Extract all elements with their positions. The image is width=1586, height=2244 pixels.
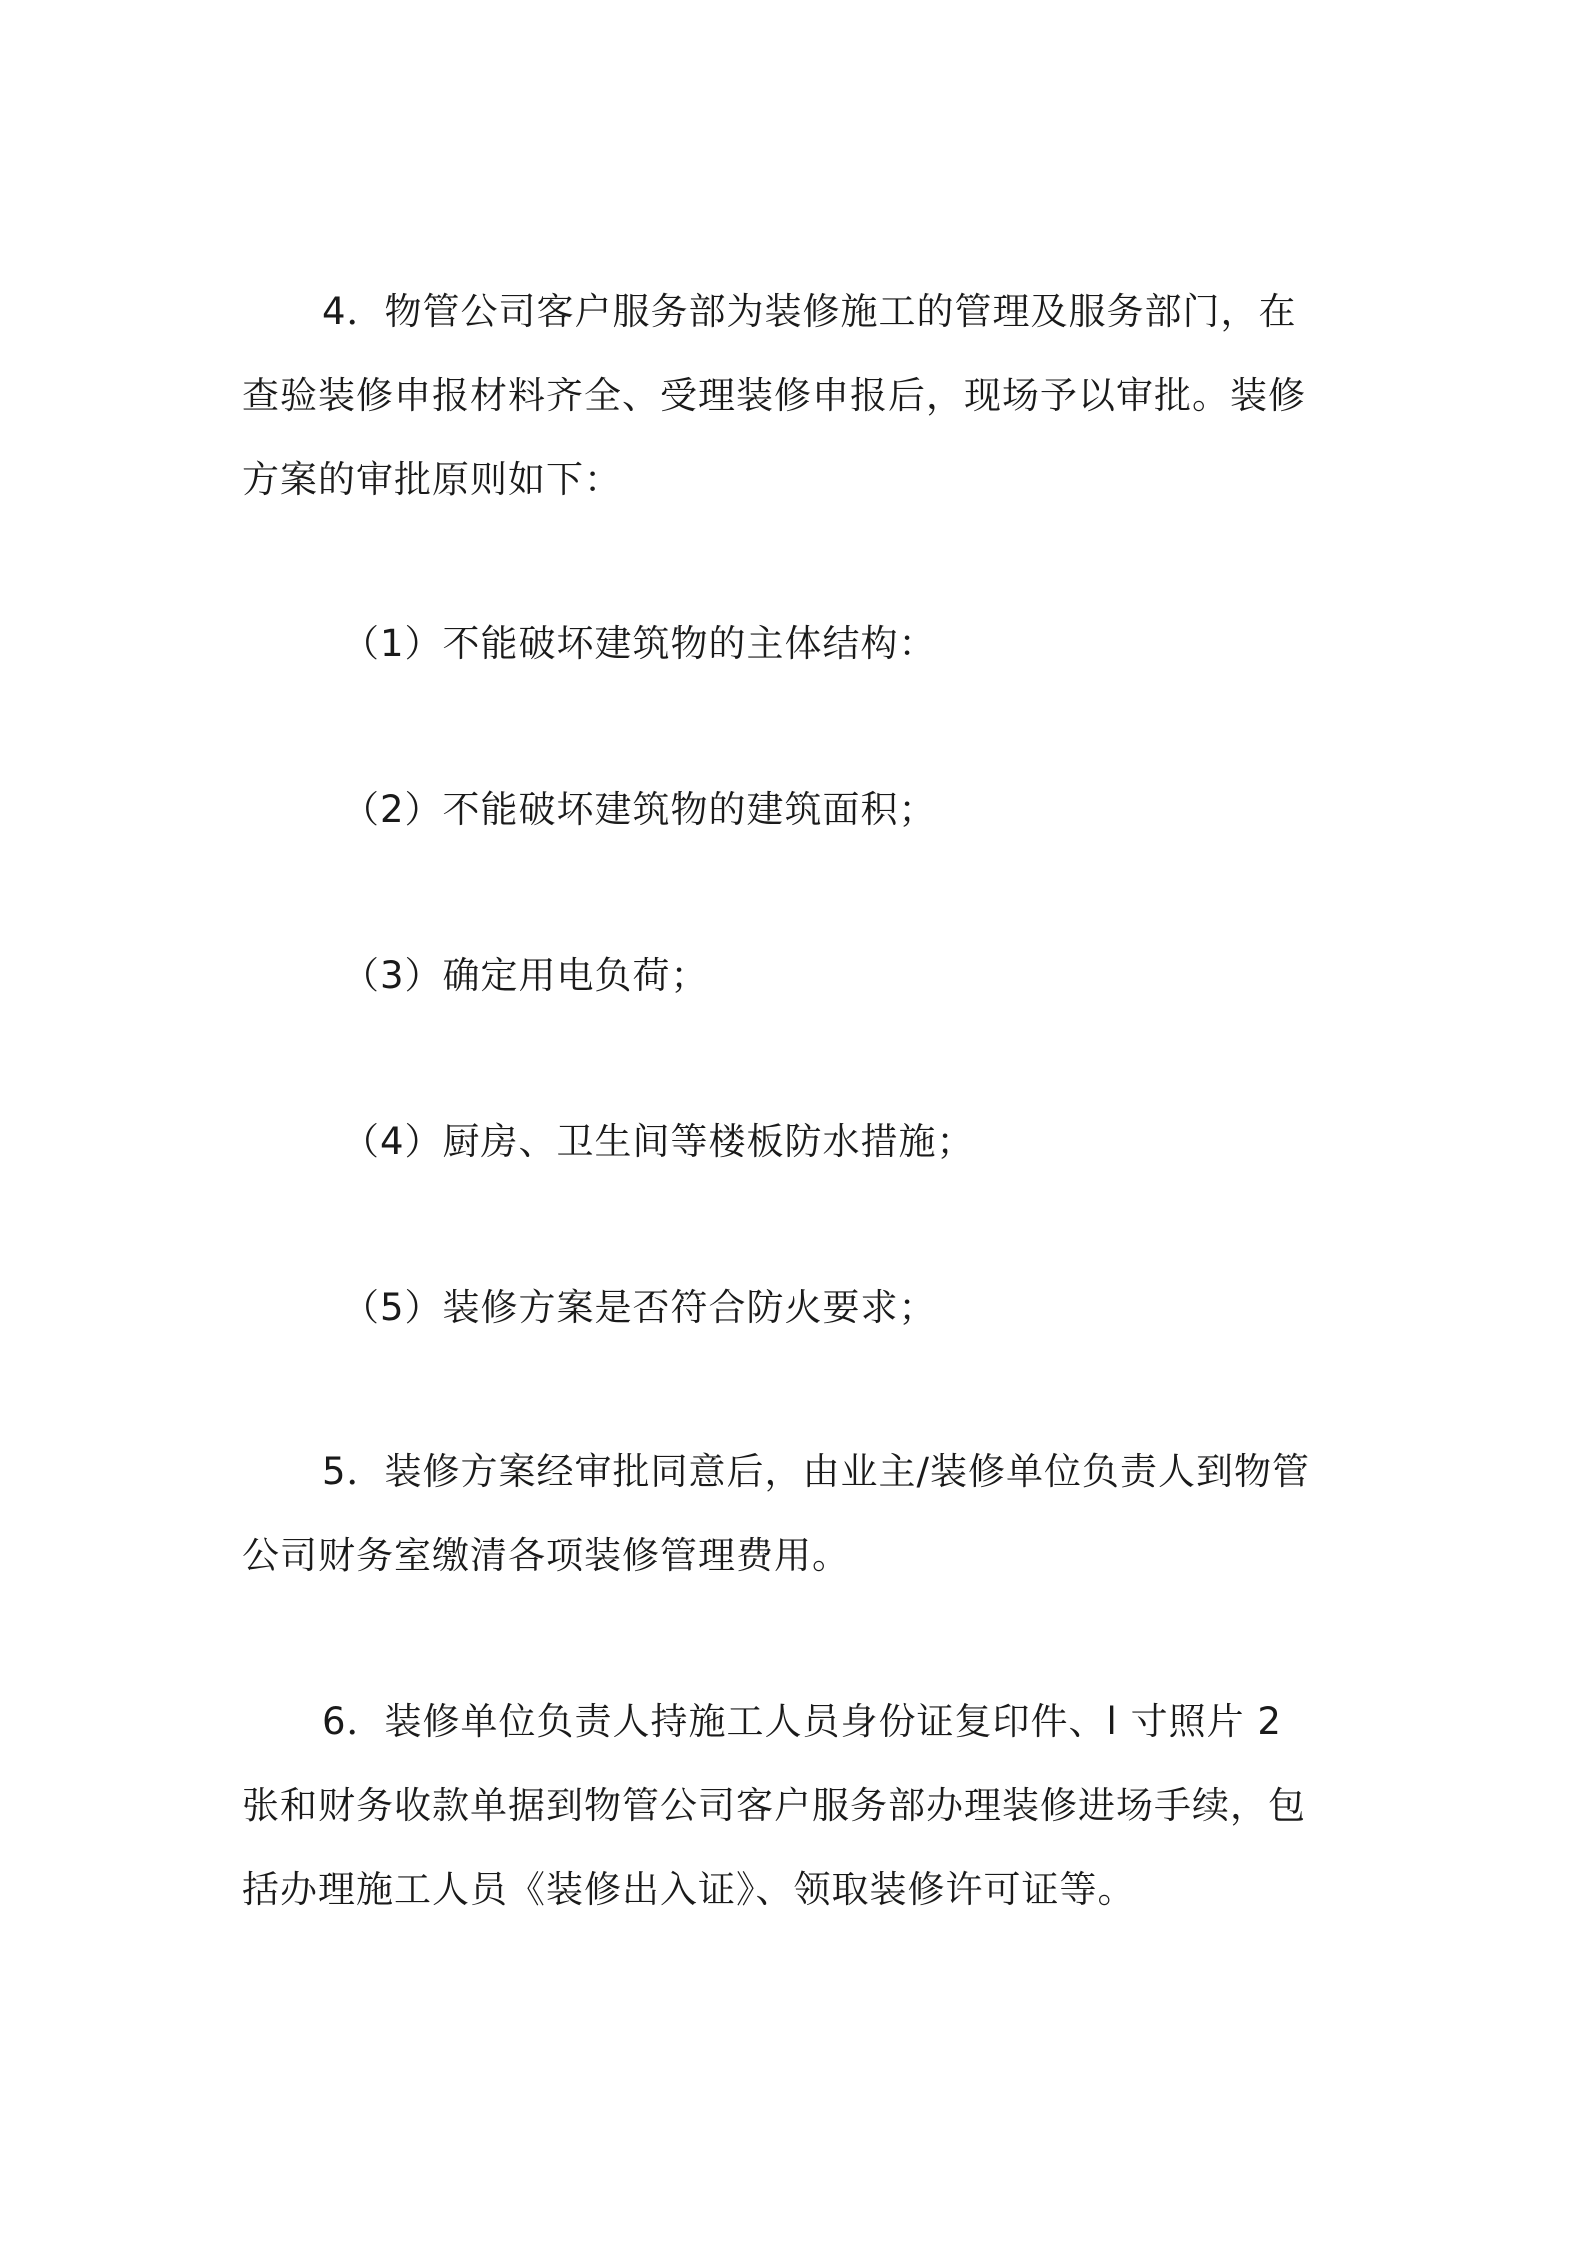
paragraph-4 [242, 270, 1360, 522]
paragraph-5 [242, 1430, 1360, 1598]
paragraph-6-line-3: 括办理施工人员《装修出入证》、领取装修许可证等。 [242, 1868, 1136, 1911]
paragraph-5-line-1: 5．装修方案经审批同意后，由业主/装修单位负责人到物管 [322, 1450, 1311, 1493]
paragraph-6 [242, 1680, 1360, 1932]
approval-item-5: （5）装修方案是否符合防火要求； [342, 1286, 937, 1329]
approval-item-4: （4）厨房、卫生间等楼板防水措施； [342, 1120, 975, 1163]
approval-item-3: （3）确定用电负荷； [342, 954, 709, 997]
paragraph-6-line-2: 张和财务收款单据到物管公司客户服务部办理装修进场手续，包 [242, 1784, 1306, 1827]
approval-item-1: （1）不能破坏建筑物的主体结构： [342, 622, 937, 665]
paragraph-4-line-3: 方案的审批原则如下： [242, 458, 622, 501]
paragraph-6-line-1: 6．装修单位负责人持施工人员身份证复印件、l 寸照片 2 [322, 1700, 1282, 1743]
paragraph-5-line-2: 公司财务室缴清各项装修管理费用。 [242, 1534, 850, 1577]
paragraph-4-line-2: 查验装修申报材料齐全、受理装修申报后，现场予以审批。装修 [242, 374, 1306, 417]
paragraph-4-line-1: 4．物管公司客户服务部为装修施工的管理及服务部门，在 [322, 290, 1297, 333]
approval-item-2: （2）不能破坏建筑物的建筑面积； [342, 788, 937, 831]
